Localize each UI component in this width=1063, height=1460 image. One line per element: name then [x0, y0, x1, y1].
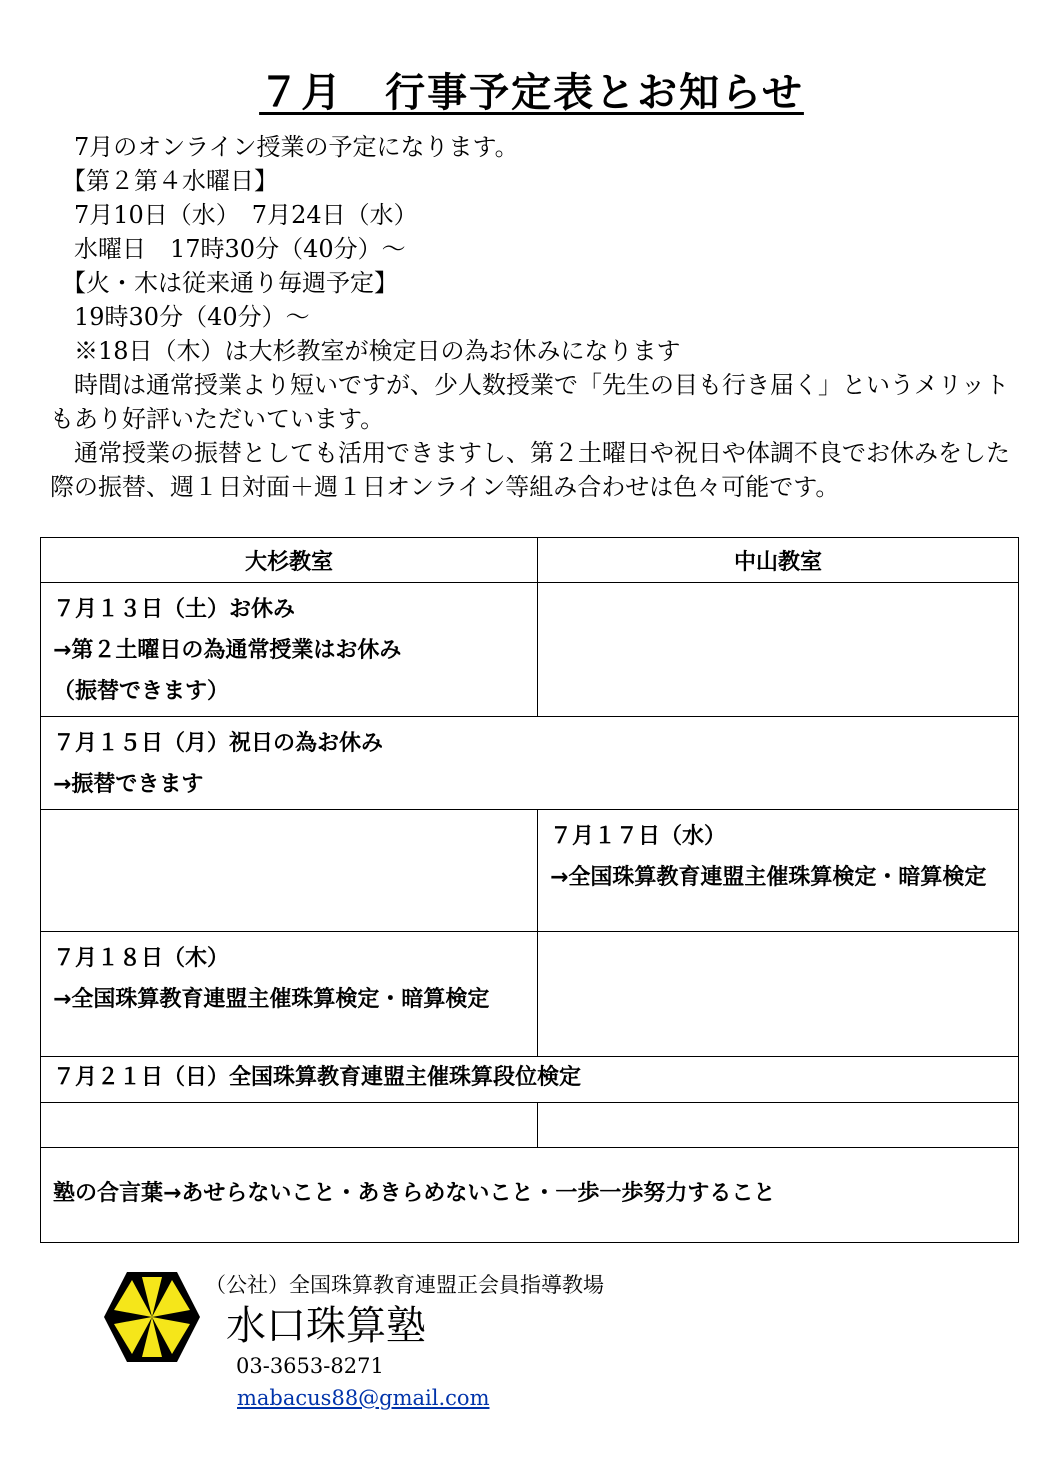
table-row — [41, 932, 1019, 1057]
motto-cell — [41, 1148, 1019, 1243]
cell-line: →振替できます — [53, 772, 204, 797]
intro-line: 【火・木は従来通り毎週予定】 — [50, 269, 398, 297]
intro-line: 19時30分（40分）～ — [50, 303, 310, 331]
intro-line: 時間は通常授業より短いですが、少人数授業で「先生の目も行き届く」というメリットもあり好評いただいています。 — [50, 371, 1010, 433]
table-header-row — [41, 538, 1019, 583]
phone-number: 03-3653-8271 — [236, 1354, 384, 1378]
table-row — [41, 1103, 1019, 1148]
intro-line: 7月のオンライン授業の予定になります。 — [50, 133, 519, 161]
nakayama-cell — [538, 932, 1019, 1057]
cell-line: （振替できます） — [53, 679, 230, 704]
intro-line: 7月10日（水） 7月24日（水） — [50, 201, 418, 229]
cell-line: ７月１５日（月）祝日の為お休み — [53, 731, 384, 756]
table-row — [41, 717, 1019, 810]
cell-line: →全国珠算教育連盟主催珠算検定・暗算検定 — [550, 865, 987, 890]
osugi-cell — [41, 1103, 538, 1148]
nakayama-cell — [538, 810, 1019, 932]
cell-line: →全国珠算教育連盟主催珠算検定・暗算検定 — [53, 987, 490, 1012]
intro-notice — [50, 130, 1012, 504]
intro-line: ※18日（木）は大杉教室が検定日の為お休みになります — [50, 337, 681, 365]
osugi-cell — [41, 810, 538, 932]
cell-line: →第２土曜日の為通常授業はお休み — [53, 638, 402, 663]
cell-line: ７月２１日（日）全国珠算教育連盟主催珠算段位検定 — [53, 1065, 582, 1090]
header-osugi-classroom: 大杉教室 — [41, 538, 538, 583]
page-title: ７月 行事予定表とお知らせ — [259, 70, 804, 116]
cell-line: ７月１８日（木） — [53, 946, 230, 971]
intro-line: 通常授業の振替としても活用できますし、第２土曜日や祝日や体調不良でお休みをした際の振替、週１日対面＋週１日オンライン等組み合わせは色々可能です。 — [50, 439, 1010, 501]
school-logo-icon — [102, 1270, 202, 1364]
email-link[interactable]: mabacus88@gmail.com — [237, 1386, 490, 1410]
schedule-table — [40, 537, 1019, 1243]
affiliation: （公社）全国珠算教育連盟正会員指導教場 — [205, 1273, 604, 1297]
osugi-cell — [41, 932, 538, 1057]
nakayama-cell — [538, 583, 1019, 717]
table-row — [41, 1148, 1019, 1243]
cell-line: ７月１７日（水） — [550, 824, 727, 849]
table-row — [41, 810, 1019, 932]
header-nakayama-classroom: 中山教室 — [538, 538, 1019, 583]
cell-line: ７月１３日（土）お休み — [53, 597, 296, 622]
school-motto: 塾の合言葉→あせらないこと・あきらめないこと・一歩一歩努力すること — [53, 1181, 776, 1206]
nakayama-cell — [538, 1103, 1019, 1148]
intro-line: 【第２第４水曜日】 — [50, 167, 278, 195]
table-row — [41, 583, 1019, 717]
intro-line: 水曜日 17時30分（40分）～ — [50, 235, 406, 263]
merged-cell — [41, 717, 1019, 810]
school-name: 水口珠算塾 — [226, 1303, 426, 1349]
osugi-cell — [41, 583, 538, 717]
table-row — [41, 1057, 1019, 1103]
merged-cell — [41, 1057, 1019, 1103]
